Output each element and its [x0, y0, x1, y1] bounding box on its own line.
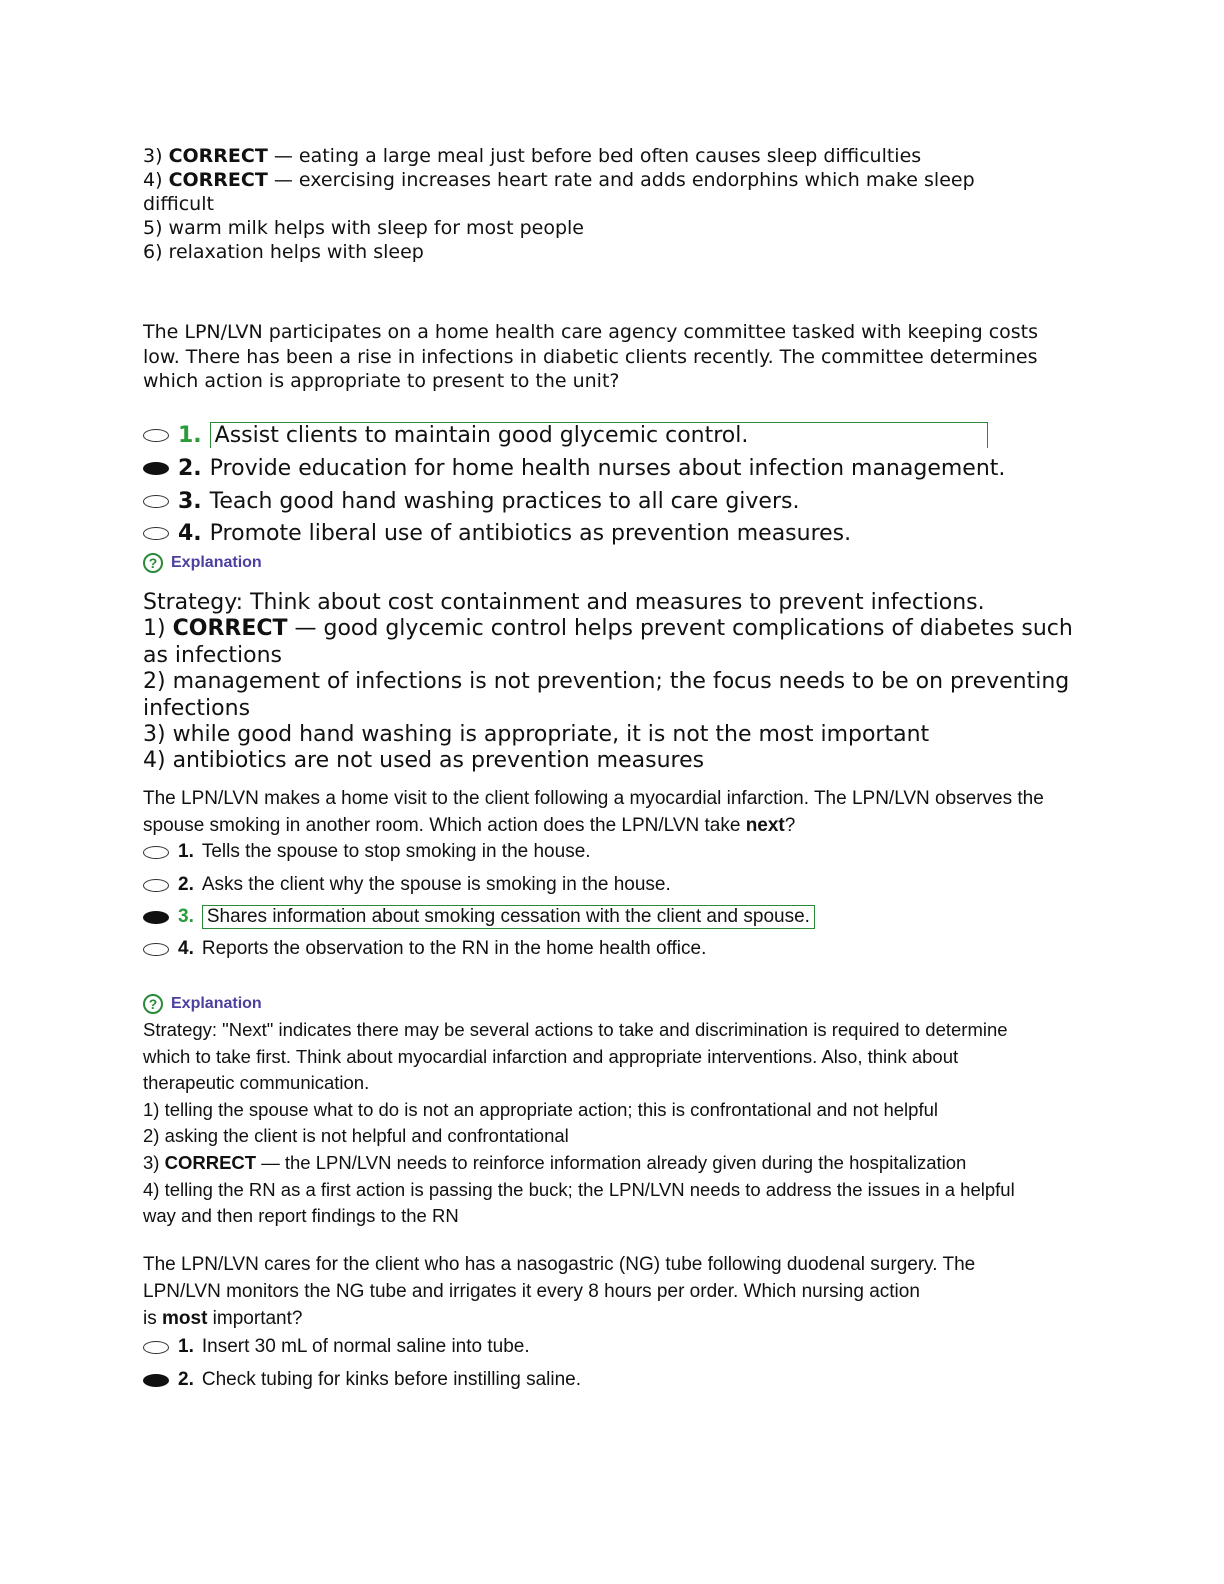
rationale-line	[143, 144, 975, 168]
correct-tag: CORRECT	[168, 169, 268, 191]
rationale-text: warm milk helps with sleep for most people	[162, 217, 584, 239]
radio-selected-icon[interactable]	[143, 911, 169, 924]
option-number: 4.	[178, 938, 194, 959]
q1-option-1[interactable]	[143, 422, 988, 448]
radio-unselected-icon[interactable]	[143, 495, 169, 508]
question-text-part: ?	[784, 815, 796, 836]
option-text: Insert 30 mL of normal saline into tube.	[201, 1336, 530, 1357]
option-number: 1.	[178, 422, 202, 448]
rationale-text: — eating a large meal just before bed often causes sleep difficulties	[267, 145, 922, 167]
rationale-number: 4)	[143, 169, 163, 191]
strategy-text: Strategy: Think about cost containment and measures to prevent infections.	[143, 590, 985, 615]
question-text: LPN/LVN monitors the NG tube and irrigates it every 8 hours per order. Which nursing action	[143, 1280, 920, 1302]
question-emphasis: next	[745, 815, 785, 836]
radio-selected-icon[interactable]	[143, 462, 169, 475]
question-2-stem	[143, 785, 1073, 839]
rationale-text: — good glycemic control helps prevent complications of diabetes such as infections	[143, 616, 1073, 668]
q3-option-1[interactable]	[143, 1336, 530, 1358]
rationale-number: 3)	[143, 1151, 160, 1173]
rationale-line: 4) telling the RN as a first action is passing the buck; the LPN/LVN needs to address the issues in a helpful way and then report findings to the RN	[143, 1178, 1015, 1227]
option-text: Provide education for home health nurses about infection management.	[209, 456, 1006, 481]
option-text: Tells the spouse to stop smoking in the house.	[201, 841, 591, 862]
option-text: Check tubing for kinks before instilling saline.	[201, 1369, 581, 1390]
explanation-label: Explanation	[171, 554, 262, 571]
rationale-text: — the LPN/LVN needs to reinforce information already given during the hospitalization	[256, 1151, 967, 1173]
correct-tag: CORRECT	[172, 616, 288, 642]
q1-option-2[interactable]	[143, 456, 1005, 481]
question-emphasis: most	[162, 1307, 208, 1329]
option-text: Reports the observation to the RN in the home health office.	[201, 938, 707, 959]
q3-option-2[interactable]	[143, 1369, 581, 1391]
strategy-text: Strategy: "Next" indicates there may be several actions to take and discrimination is required to determine which to take first. Think about myocardial infarction and appropriate interventions. Also, think about therapeutic communication.	[143, 1019, 1008, 1094]
previous-rationale	[143, 144, 975, 264]
q2-option-2[interactable]	[143, 874, 671, 896]
option-number: 1.	[178, 841, 194, 862]
rationale-line: 2) management of infections is not prevention; the focus needs to be on preventing infections	[143, 669, 1070, 721]
rationale-line	[143, 616, 1083, 669]
option-number: 2.	[178, 456, 202, 481]
q1-explanation-toggle[interactable]	[143, 553, 262, 573]
rationale-line: 2) asking the client is not helpful and confrontational	[143, 1125, 569, 1147]
q1-option-4[interactable]	[143, 521, 851, 546]
correct-tag: CORRECT	[164, 1151, 257, 1173]
option-text-correct: Shares information about smoking cessation with the client and spouse.	[202, 905, 815, 929]
radio-unselected-icon[interactable]	[143, 846, 169, 859]
rationale-line: 4) antibiotics are not used as prevention measures	[143, 748, 705, 774]
correct-tag: CORRECT	[168, 145, 268, 167]
q1-explanation	[143, 590, 1083, 775]
help-question-icon: ?	[143, 553, 163, 573]
rationale-text: — exercising increases heart rate and adds endorphins which make sleep	[267, 169, 975, 191]
option-text: Teach good hand washing practices to all care givers.	[209, 489, 800, 514]
q2-option-4[interactable]	[143, 938, 706, 960]
rationale-number: 1)	[143, 616, 166, 642]
radio-unselected-icon[interactable]	[143, 879, 169, 892]
option-number: 4.	[178, 521, 202, 546]
rationale-line: 3) while good hand washing is appropriate, it is not the most important	[143, 722, 930, 748]
option-number: 3.	[178, 906, 194, 927]
rationale-line	[143, 216, 975, 240]
rationale-number: 6)	[143, 241, 163, 263]
option-number: 2.	[178, 1369, 194, 1390]
option-text-correct: Assist clients to maintain good glycemic control.	[210, 422, 988, 448]
question-text	[143, 785, 1073, 839]
rationale-line	[143, 1150, 1043, 1177]
q2-option-1[interactable]	[143, 841, 591, 863]
rationale-line	[143, 168, 975, 192]
q2-explanation	[143, 1017, 1043, 1230]
radio-unselected-icon[interactable]	[143, 527, 169, 540]
radio-unselected-icon[interactable]	[143, 429, 169, 442]
rationale-text: relaxation helps with sleep	[162, 241, 424, 263]
rationale-line	[143, 240, 975, 264]
q2-option-3[interactable]	[143, 905, 815, 929]
option-text: Promote liberal use of antibiotics as prevention measures.	[209, 521, 852, 546]
option-number: 2.	[178, 874, 194, 895]
option-text: Asks the client why the spouse is smoking in the house.	[201, 874, 671, 895]
rationale-number: 5)	[143, 217, 163, 239]
question-text-part: The LPN/LVN makes a home visit to the client following a myocardial infarction. The LPN/LVN observes the spouse smoking in another room. Which action does the LPN/LVN take	[143, 788, 1044, 836]
question-3-stem	[143, 1252, 1043, 1332]
rationale-line: difficult	[143, 193, 214, 215]
help-question-icon: ?	[143, 994, 163, 1014]
option-number: 1.	[178, 1336, 194, 1357]
question-text	[143, 1306, 1043, 1333]
question-text-part: important?	[207, 1307, 303, 1329]
option-number: 3.	[178, 489, 202, 514]
question-text-part: is	[143, 1307, 162, 1329]
rationale-number: 3)	[143, 145, 163, 167]
radio-unselected-icon[interactable]	[143, 1341, 169, 1354]
q2-explanation-toggle[interactable]	[143, 994, 262, 1014]
radio-unselected-icon[interactable]	[143, 943, 169, 956]
question-text: The LPN/LVN cares for the client who has a nasogastric (NG) tube following duodenal surgery. The	[143, 1254, 976, 1275]
question-text: The LPN/LVN participates on a home health care agency committee tasked with keeping costs low. There has been a rise in infections in diabetic clients recently. The committee determines which action is appropriate to present to the unit?	[143, 321, 1039, 392]
q1-option-3[interactable]	[143, 489, 799, 514]
question-1-stem	[143, 320, 1043, 394]
radio-selected-icon[interactable]	[143, 1374, 169, 1387]
rationale-line: 1) telling the spouse what to do is not an appropriate action; this is confrontational and not helpful	[143, 1098, 938, 1120]
explanation-label: Explanation	[171, 995, 262, 1012]
